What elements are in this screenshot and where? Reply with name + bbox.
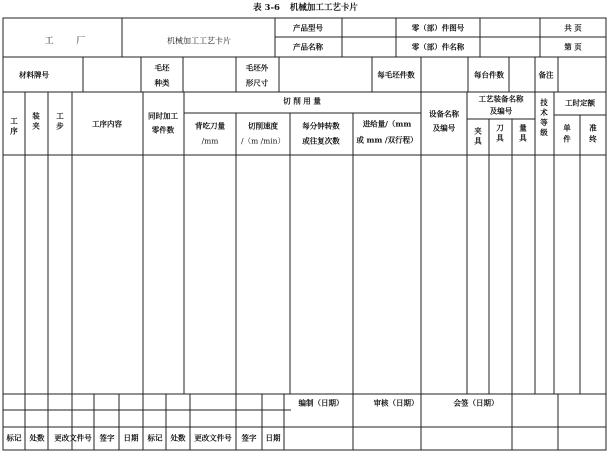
revision-mark-label: 标记 <box>6 433 22 443</box>
reviewed-date-label: 审核（日期） <box>373 398 419 408</box>
cutter-label-1: 刀 <box>496 123 504 133</box>
prep-time-label-2: 终 <box>589 134 597 144</box>
setup-label-1: 装 <box>32 111 40 121</box>
revision-count-label: 处数 <box>29 433 45 443</box>
revision-date-label: 日期 <box>265 433 281 443</box>
blank-size-label-1: 毛坯外 <box>245 63 269 73</box>
setup-label-2: 夹 <box>32 121 40 131</box>
revision-mark-label: 标记 <box>147 433 163 443</box>
tooling-label-1: 工艺装备名称 <box>478 94 524 104</box>
revision-doc-no-label: 更改文件号 <box>54 433 92 443</box>
feed-label-2: 或 mm /双行程） <box>356 135 418 145</box>
remarks-label: 备注 <box>538 70 554 80</box>
cut-depth-label-2: /mm <box>201 136 219 146</box>
revision-date-label: 日期 <box>123 433 139 443</box>
equipment-label-2: 及编号 <box>432 123 456 133</box>
revision-sign-label: 签字 <box>241 433 257 443</box>
time-quota-label: 工时定额 <box>565 98 595 108</box>
tech-grade-label: 技术等级 <box>540 98 548 137</box>
rpm-label-2: 或往复次数 <box>302 136 340 146</box>
feed-label-1: 进给量/（mm <box>362 119 412 129</box>
gauge-label-2: 具 <box>519 133 527 143</box>
cut-depth-label-1: 背吃刀量 <box>195 121 225 131</box>
revision-sign-label: 签字 <box>99 433 115 443</box>
step-label-1: 工 <box>56 111 64 121</box>
material-grade-label: 材料牌号 <box>19 70 49 80</box>
revision-doc-no-label: 更改文件号 <box>194 433 232 443</box>
simultaneous-parts-label-2: 零件数 <box>151 125 175 135</box>
cutting-params-label: 切 削 用 量 <box>283 96 321 106</box>
caption-title: 机械加工工艺卡片 <box>289 3 358 13</box>
pieces-per-blank-label: 每毛坯件数 <box>377 70 415 80</box>
part-drawing-no-label: 零（部）件图号 <box>411 23 465 33</box>
product-model-label: 产品型号 <box>293 23 323 33</box>
unit-time-label-1: 单 <box>563 123 571 133</box>
pieces-per-unit-label: 每台件数 <box>474 70 504 80</box>
gauge-label-1: 量 <box>519 123 527 133</box>
blank-type-label-1: 毛坯 <box>154 63 170 73</box>
factory-label: 工 厂 <box>44 36 96 47</box>
cutting-speed-label-2: /（m /min） <box>241 136 285 146</box>
cutter-label-2: 具 <box>496 133 504 143</box>
part-name-label: 零（部）件名称 <box>411 42 465 52</box>
blank-type-label-2: 种类 <box>154 78 170 88</box>
unit-time-label-2: 件 <box>563 134 571 144</box>
total-pages-label: 共 页 <box>564 23 582 33</box>
process-label-2: 序 <box>10 126 18 136</box>
blank-size-label-2: 形尺寸 <box>245 78 269 88</box>
cutting-speed-label-1: 切削速度 <box>248 121 278 131</box>
tooling-label-2: 及编号 <box>489 106 513 116</box>
equipment-label-1: 设备名称 <box>429 109 459 119</box>
compiled-date-label: 编制（日期） <box>298 398 344 408</box>
fixture-label-2: 具 <box>474 136 482 146</box>
revision-count-label: 处数 <box>170 433 186 443</box>
caption-number: 表 3-6 <box>253 3 280 13</box>
step-label-2: 步 <box>56 121 64 131</box>
countersigned-date-label: 会签（日期） <box>453 398 499 408</box>
prep-time-label-1: 准 <box>589 123 597 133</box>
process-content-label: 工序内容 <box>92 119 122 129</box>
card-border <box>3 18 606 450</box>
fixture-label-1: 夹 <box>474 126 482 136</box>
page-no-label: 第 页 <box>564 42 582 52</box>
rpm-label-1: 每分钟转数 <box>302 121 340 131</box>
simultaneous-parts-label-1: 同时加工 <box>148 111 178 121</box>
product-name-label: 产品名称 <box>293 42 323 52</box>
process-label-1: 工 <box>10 116 18 126</box>
card-title-cell: 机械加工工艺卡片 <box>167 36 231 46</box>
